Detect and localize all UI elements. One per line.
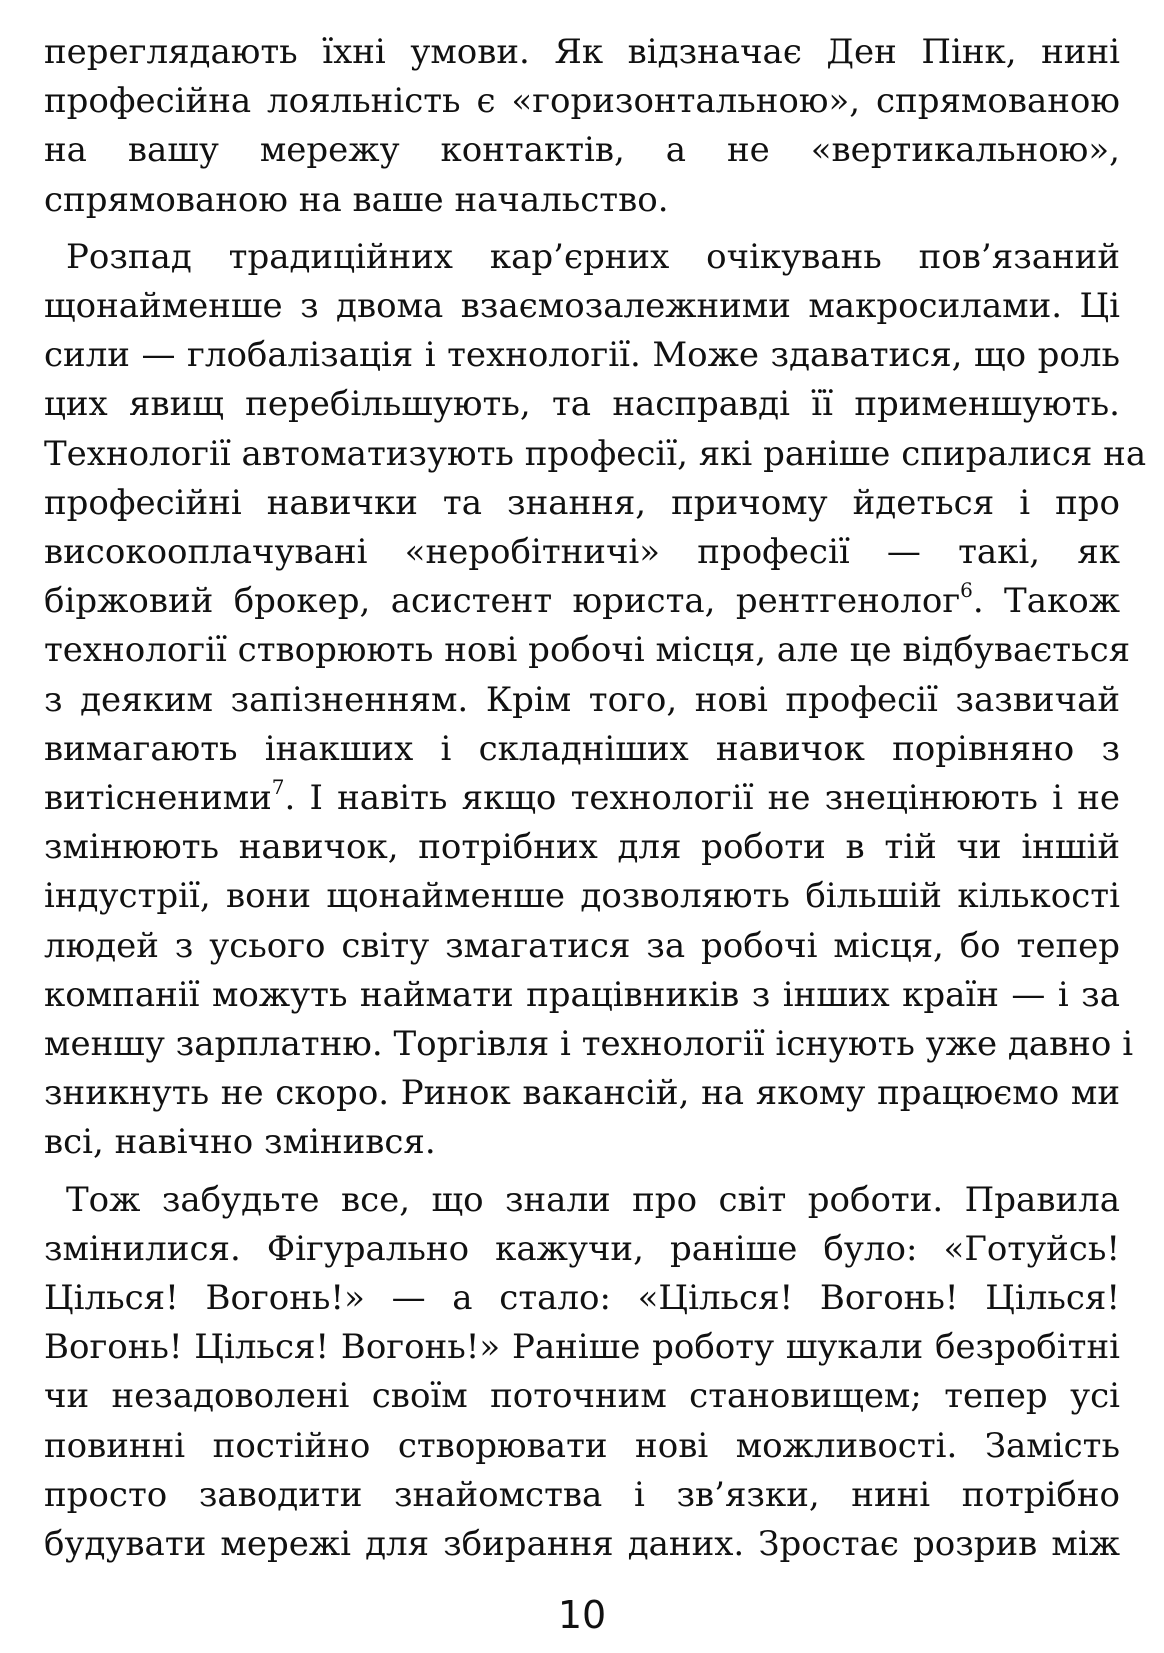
text-line: на вашу мережу контактів, а не «вертикальною», — [44, 130, 1120, 171]
text-line: професійні навички та знання, причому йдеться і про — [44, 482, 1120, 523]
text-line: сили — глобалізація і технології. Може здаватися, що роль — [44, 335, 1120, 376]
text-line: щонайменше з двома взаємозалежними макросилами. Ці — [44, 286, 1120, 327]
paragraph-2 — [44, 233, 1147, 1168]
line-text: . Також — [972, 581, 1121, 622]
text-line: високооплачувані «неробітничі» професії — такі, як — [44, 532, 1120, 573]
text-line: просто заводити знайомства і зв’язки, нині потрібно — [44, 1474, 1120, 1515]
text-line — [44, 577, 1120, 626]
text-line: змінилися. Фігурально кажучи, раніше було: «Готуйсь! — [44, 1228, 1120, 1269]
text-line: чи незадоволені своїм поточним становищем; тепер усі — [44, 1376, 1120, 1417]
text-line: Тож забудьте все, що знали про світ роботи. Правила — [66, 1179, 1120, 1220]
text-line: всі, навічно змінився. — [44, 1122, 436, 1163]
text-line: вимагають інакших і складніших навичок порівняно з — [44, 728, 1120, 769]
text-line: індустрії, вони щонайменше дозволяють більшій кількості — [44, 876, 1120, 917]
footnote-ref-7[interactable]: 7 — [271, 775, 285, 800]
line-text: витісненими — [44, 778, 272, 819]
page-number: 10 — [557, 1593, 607, 1637]
line-text: біржовий брокер, асистент юриста, рентгенолог — [44, 581, 961, 622]
paragraph-1 — [44, 28, 1120, 225]
text-line: Цілься! Вогонь!» — а стало: «Цілься! Вогонь! Цілься! — [44, 1278, 1120, 1319]
footnote-ref-6[interactable]: 6 — [960, 578, 973, 603]
text-line: змінюють навичок, потрібних для роботи в тій чи іншій — [44, 827, 1120, 868]
text-line: будувати мережі для збирання даних. Зростає розрив між — [44, 1524, 1120, 1565]
line-text: . І навіть якщо технології не знецінюють і не — [284, 778, 1120, 819]
paragraph-3 — [44, 1176, 1120, 1570]
body-text — [44, 28, 1147, 1577]
text-line: Технології автоматизують професії, які раніше спиралися на — [44, 433, 1147, 474]
text-line: переглядають їхні умови. Як відзначає Ден Пінк, нині — [44, 32, 1120, 72]
text-line — [44, 774, 1120, 823]
text-line: цих явищ перебільшують, та насправді її применшують. — [44, 384, 1120, 425]
text-line: з деяким запізненням. Крім того, нові професії зазвичай — [44, 679, 1120, 720]
text-line: професійна лояльність є «горизонтальною», спрямованою — [44, 81, 1120, 122]
text-line: людей з усього світу змагатися за робочі місця, бо тепер — [44, 925, 1120, 966]
text-line: меншу зарплатню. Торгівля і технології існують уже давно і — [44, 1024, 1134, 1065]
text-line: спрямованою на ваше начальство. — [44, 179, 669, 220]
text-line: Розпад традиційних кар’єрних очікувань пов’язаний — [66, 236, 1120, 277]
text-line: повинні постійно створювати нові можливості. Замість — [44, 1425, 1120, 1466]
text-line: зникнуть не скоро. Ринок вакансій, на якому працюємо ми — [44, 1073, 1120, 1114]
text-line: технології створюють нові робочі місця, але це відбувається — [44, 630, 1131, 671]
text-line: компанії можуть наймати працівників з інших країн — і за — [44, 974, 1120, 1015]
text-line: Вогонь! Цілься! Вогонь!» Раніше роботу шукали безробітні — [44, 1327, 1120, 1368]
